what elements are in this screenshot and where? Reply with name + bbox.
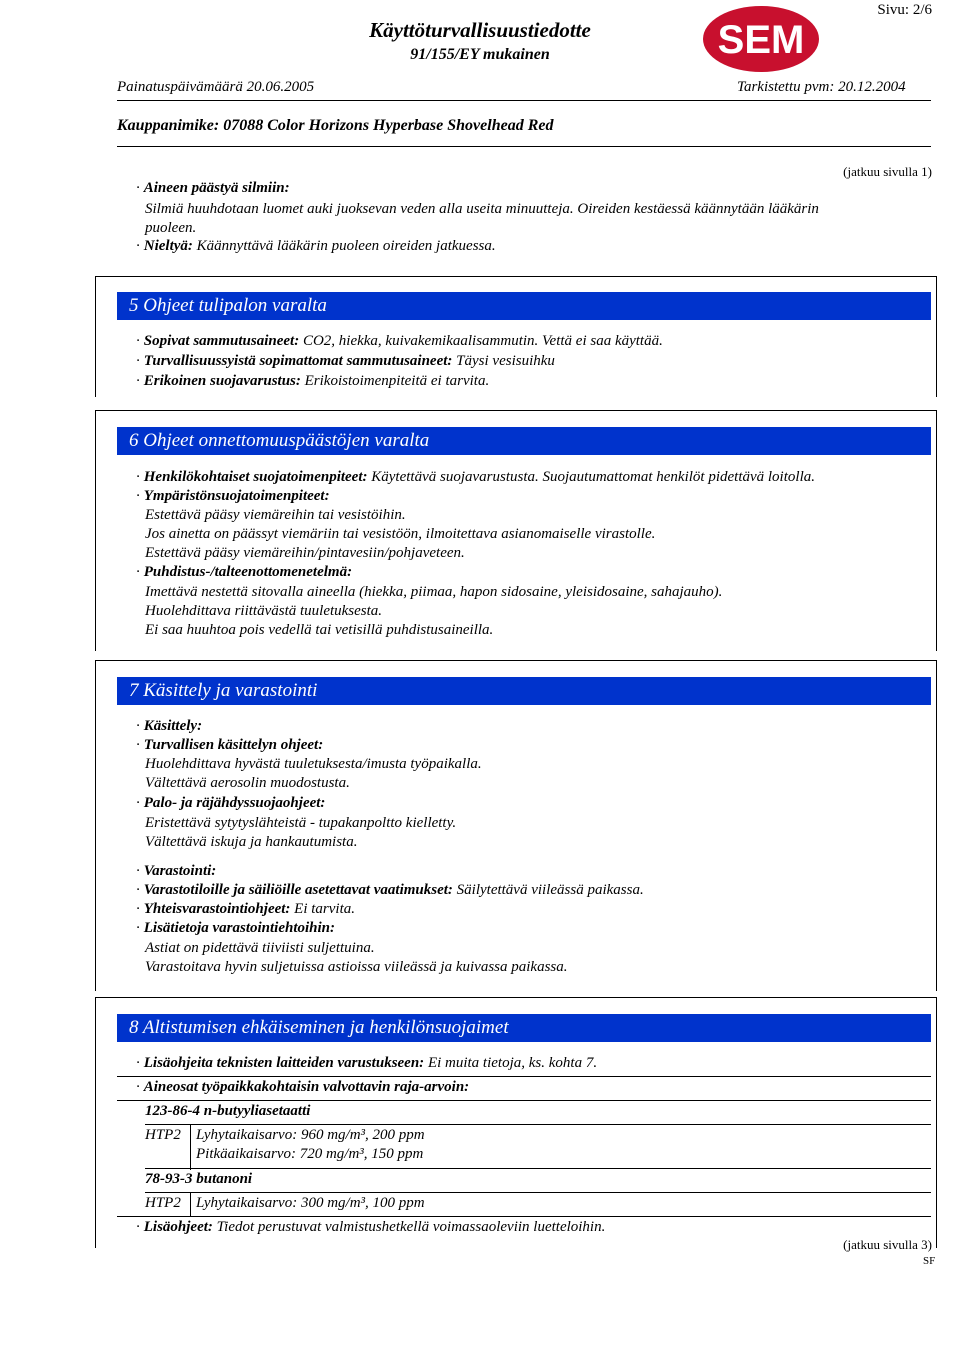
limit-value: Lyhytaikaisarvo: 960 mg/m³, 200 ppm — [196, 1127, 425, 1143]
section-8-line: · Lisäohjeita teknisten laitteiden varustukseen: Ei muita tietoja, ks. kohta 7. — [136, 1055, 598, 1071]
document-subtitle: 91/155/EY mukainen — [410, 46, 550, 63]
section-6-line: · Henkilökohtaiset suojatoimenpiteet: Käytettävä suojavarustusta. Suojautumattomat henkilöt pidettävä loitolla. — [136, 469, 815, 485]
section-6-text: Huolehdittava riittävästä tuuletuksesta. — [145, 603, 383, 619]
limit-value: Pitkäaikaisarvo: 720 mg/m³, 150 ppm — [196, 1146, 424, 1162]
section-5-line: · Erikoinen suojavarustus: Erikoistoimenpiteitä ei tarvita. — [136, 373, 490, 389]
limit-value: Lyhytaikaisarvo: 300 mg/m³, 100 ppm — [196, 1195, 425, 1211]
section-6-text: Estettävä pääsy viemäreihin/pintavesiin/pohjaveteen. — [145, 545, 465, 561]
section-7-text: Huolehdittava hyvästä tuuletuksesta/imusta työpaikalla. — [145, 756, 482, 772]
language-code: SF — [923, 1255, 936, 1267]
section-7-text: Varastoitava hyvin suljetuissa astioissa viileässä ja kuivassa paikassa. — [145, 959, 568, 975]
document-title: Käyttöturvallisuustiedotte — [369, 18, 591, 42]
print-date: Painatuspäivämäärä 20.06.2005 — [117, 79, 315, 95]
section-8-line: · Aineosat työpaikkakohtaisin valvottavin raja-arvoin: — [136, 1079, 470, 1095]
substance-code: HTP2 — [145, 1127, 181, 1143]
eye-contact-text: Silmiä huuhdotaan luomet auki juoksevan veden alla useita minuutteja. Oireiden kestäessä käännytään lääkärin — [145, 201, 819, 217]
section-7-line: · Palo- ja räjähdyssuojaohjeet: — [136, 795, 326, 811]
substance-code: HTP2 — [145, 1195, 181, 1211]
section-8-title: 8 Altistumisen ehkäiseminen ja henkilönsuojaimet — [117, 1014, 931, 1042]
section-7-line: · Käsittely: — [136, 718, 203, 734]
divider — [117, 146, 931, 147]
continued-to: (jatkuu sivulla 3) — [843, 1237, 932, 1252]
section-7-text: Vältettävä iskuja ja hankautumista. — [145, 834, 358, 850]
page-number: Sivu: 2/6 — [877, 2, 932, 18]
table-rule — [145, 1124, 931, 1125]
section-7-text: Vältettävä aerosolin muodostusta. — [145, 775, 350, 791]
table-rule — [117, 1100, 931, 1101]
section-7-line: · Turvallisen käsittelyn ohjeet: — [136, 737, 324, 753]
section-6-text: Jos ainetta on päässyt viemäriin tai vesistöön, ilmoitettava asianomaiselle virastolle. — [145, 526, 656, 542]
section-7-text: Astiat on pidettävä tiiviisti suljettuina. — [145, 940, 375, 956]
checked-date: Tarkistettu pvm: 20.12.2004 — [737, 79, 906, 95]
section-6-text: Ei saa huuhtoa pois vedellä tai vetisillä puhdistusaineilla. — [145, 622, 494, 638]
eye-contact-text: puoleen. — [145, 220, 197, 236]
swallow-line: · Nieltyä: Käännyttävä lääkärin puoleen oireiden jatkuessa. — [136, 238, 496, 254]
table-divider — [190, 1192, 191, 1216]
section-6-title: 6 Ohjeet onnettomuuspäästöjen varalta — [117, 427, 931, 455]
section-7-text: Eristettävä sytytyslähteistä - tupakanpoltto kielletty. — [145, 815, 457, 831]
section-5-line: · Turvallisuussyistä sopimattomat sammutusaineet: Täysi vesisuihku — [136, 353, 555, 369]
sem-logo — [700, 3, 822, 75]
section-6-text: Imettävä nestettä sitovalla aineella (hiekka, piimaa, hapon sidosaine, yleisidosaine, sahajauho). — [145, 584, 723, 600]
section-5-line: · Sopivat sammutusaineet: CO2, hiekka, kuivakemikaalisammutin. Vettä ei saa käyttää. — [136, 333, 663, 349]
logo-text: SEM — [717, 18, 805, 62]
section-7-line: · Varastointi: — [136, 863, 217, 879]
table-divider — [190, 1124, 191, 1170]
section-7-line: · Varastotiloille ja säiliöille asetettavat vaatimukset: Säilytettävä viileässä paikassa. — [136, 882, 644, 898]
substance-name: 123-86-4 n-butyyliasetaatti — [145, 1103, 311, 1119]
table-rule — [145, 1168, 931, 1169]
section-7-title: 7 Käsittely ja varastointi — [117, 677, 931, 705]
section-6-line: · Ympäristönsuojatoimenpiteet: — [136, 488, 330, 504]
section-8-line: · Lisäohjeet: Tiedot perustuvat valmistushetkellä voimassaoleviin luetteloihin. — [136, 1219, 606, 1235]
table-rule — [145, 1192, 931, 1193]
section-6-line: · Puhdistus-/talteenottomenetelmä: — [136, 564, 353, 580]
section-7-line: · Yhteisvarastointiohjeet: Ei tarvita. — [136, 901, 355, 917]
table-rule — [117, 1076, 931, 1077]
trade-name: Kauppanimike: 07088 Color Horizons Hyperbase Shovelhead Red — [117, 117, 554, 134]
table-rule — [117, 1216, 931, 1217]
section-7-line: · Lisätietoja varastointiehtoihin: — [136, 920, 336, 936]
divider — [117, 100, 931, 101]
section-5-title: 5 Ohjeet tulipalon varalta — [117, 292, 931, 320]
eye-contact-line: · Aineen päästyä silmiin: — [136, 180, 290, 196]
continued-from: (jatkuu sivulla 1) — [843, 164, 932, 179]
substance-name: 78-93-3 butanoni — [145, 1171, 253, 1187]
section-6-text: Estettävä pääsy viemäreihin tai vesistöihin. — [145, 507, 406, 523]
